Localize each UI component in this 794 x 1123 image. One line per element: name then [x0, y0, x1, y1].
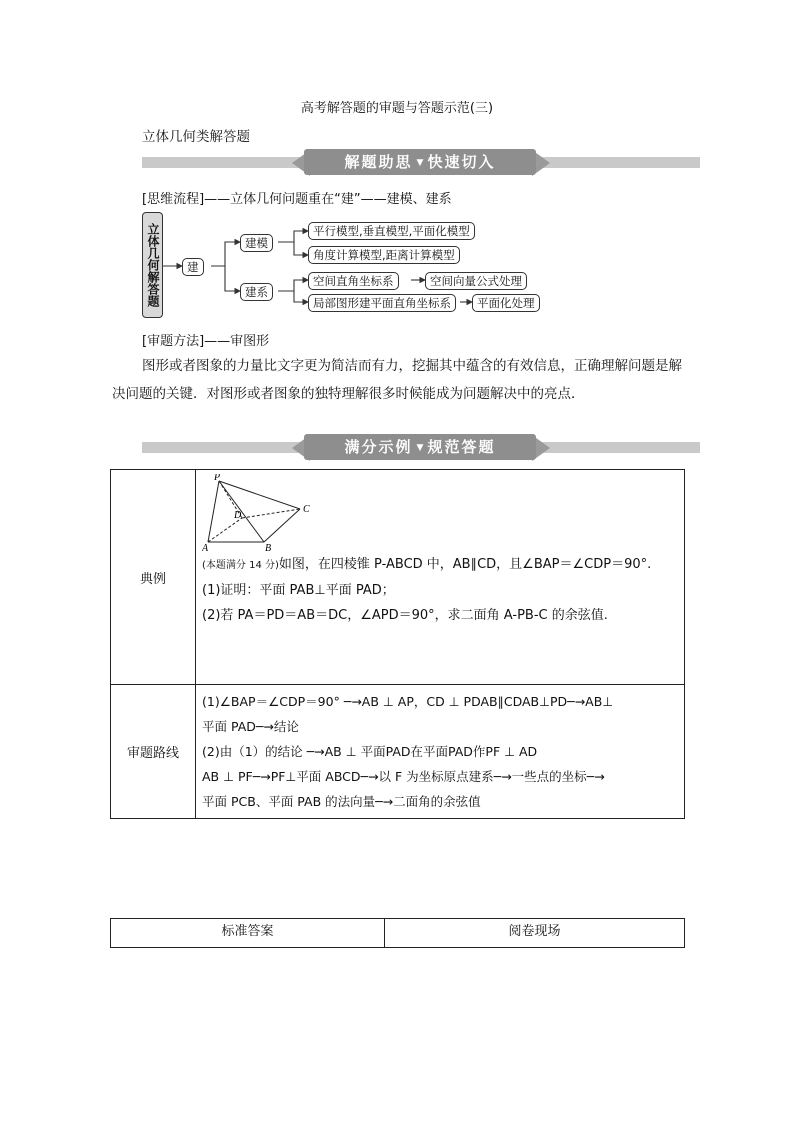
- flow-node-system-from: 空间直角坐标系: [308, 272, 399, 290]
- route-line: 平面 PCB、平面 PAB 的法向量─→二面角的余弦值: [202, 794, 481, 809]
- question-2: (2)若 PA＝PD＝AB＝DC，∠APD＝90°，求二面角 A-PB-C 的余弦值.: [202, 608, 608, 623]
- problem-statement: [202, 552, 678, 578]
- flow-heading: [思维流程]——立体几何问题重在“建”——建模、建系: [142, 192, 452, 207]
- flow-node-model: 建模: [240, 234, 273, 252]
- pyramid-figure: [202, 474, 332, 552]
- route-line: (2)由（1）的结论 ─→AB ⊥ 平面PAD在平面PAD作PF ⊥ AD: [202, 744, 538, 759]
- method-heading: [审题方法]——审图形: [142, 334, 270, 349]
- banner-label-left: 解题助思: [344, 153, 413, 171]
- problem-text: 如图，在四棱锥 P-ABCD 中，AB∥CD，且∠BAP＝∠CDP＝90°.: [278, 557, 652, 572]
- vertex-label: C: [303, 504, 310, 515]
- section-banner-2: [142, 434, 700, 462]
- route-line: AB ⊥ PF─→PF⊥平面 ABCD─→以 F 为坐标原点建系─→一些点的坐标─→: [202, 769, 605, 784]
- route-content: [196, 685, 685, 819]
- example-label: 典例: [111, 470, 196, 685]
- example-row: [111, 470, 685, 685]
- score-note: (本题满分 14 分): [202, 560, 279, 571]
- answer-header-row: [111, 919, 685, 948]
- flow-node-build: 建: [182, 258, 204, 276]
- example-table: [110, 469, 685, 819]
- answer-table: [110, 918, 685, 948]
- flow-node-system-to: 平面化处理: [472, 294, 540, 312]
- vertex-label: P: [214, 474, 221, 483]
- flow-node-system-to: 空间向量公式处理: [425, 272, 527, 290]
- flow-node-system-from: 局部图形建平面直角坐标系: [308, 294, 456, 312]
- banner-label-right: 快速切入: [427, 153, 496, 171]
- flow-root-box: 立体几何解答题: [142, 212, 163, 318]
- section-subtitle: 立体几何类解答题: [142, 129, 250, 145]
- banner-label-right: 规范答题: [427, 438, 496, 456]
- route-label: 审题路线: [111, 685, 196, 819]
- triangle-down-icon: ▼: [416, 157, 424, 168]
- triangle-down-icon: ▼: [416, 442, 424, 453]
- flow-node-model-item: 平行模型,垂直模型,平面化模型: [308, 222, 475, 240]
- banner-label: [304, 434, 536, 460]
- banner-label-left: 满分示例: [344, 438, 413, 456]
- question-1: (1)证明：平面 PAB⊥平面 PAD；: [202, 583, 395, 598]
- vertex-label: B: [265, 543, 272, 552]
- method-paragraph: 图形或者图象的力量比文字更为简洁而有力，挖掘其中蕴含的有效信息，正确理解问题是解决问题的关键．对图形或者图象的独特理解很多时候能成为问题解决中的亮点．: [112, 358, 682, 402]
- route-row: [111, 685, 685, 819]
- vertex-label: D: [234, 510, 242, 521]
- flow-node-model-item: 角度计算模型,距离计算模型: [308, 246, 460, 264]
- answer-col-grading: 阅卷现场: [385, 919, 685, 948]
- route-line: 平面 PAD─→结论: [202, 719, 299, 734]
- route-line: (1)∠BAP＝∠CDP＝90° ─→AB ⊥ AP，CD ⊥ PDAB∥CDAB⊥PD─→AB⊥: [202, 694, 614, 709]
- page-title: 高考解答题的审题与答题示范(三): [300, 101, 494, 116]
- answer-col-standard: 标准答案: [111, 919, 385, 948]
- flow-node-system: 建系: [240, 283, 273, 301]
- example-content: [196, 470, 685, 685]
- vertex-label: A: [202, 543, 209, 552]
